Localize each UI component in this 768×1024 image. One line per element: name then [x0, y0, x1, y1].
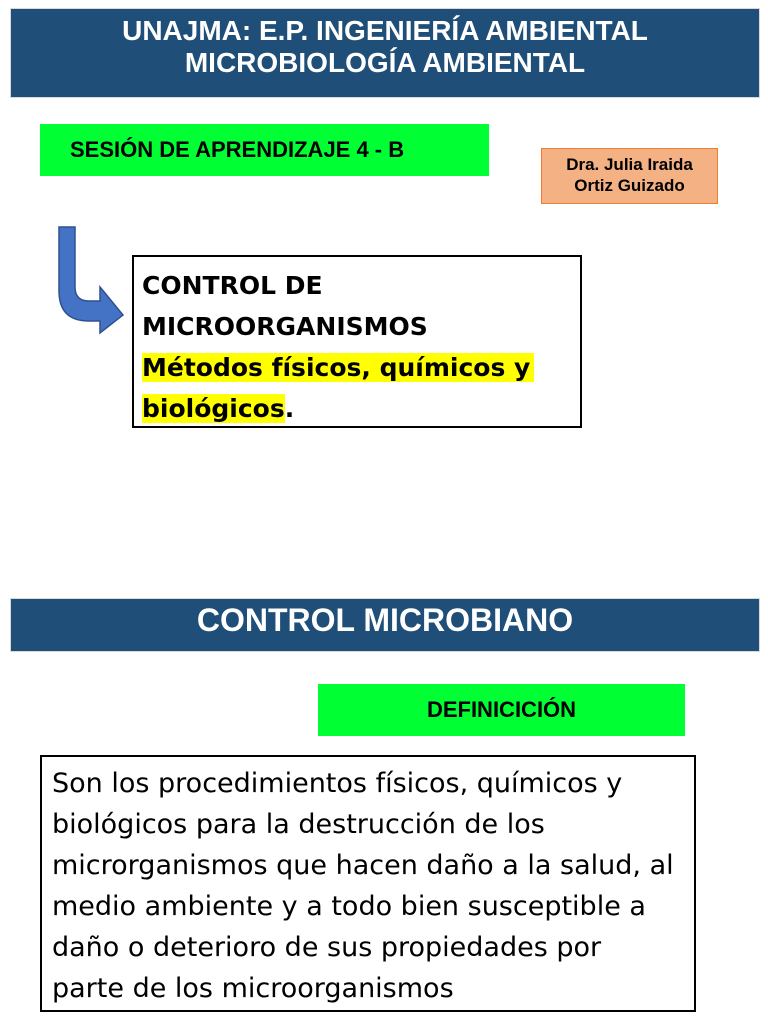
section-banner: [10, 598, 760, 652]
definition-label-text: DEFINICICIÓN: [426, 697, 577, 722]
header-banner: [10, 8, 760, 98]
header-title-line1: UNAJMA: E.P. INGENIERÍA AMBIENTAL: [122, 15, 648, 46]
definition-text-box: [40, 755, 696, 1012]
definition-line: medio ambiente y a todo bien susceptible a: [52, 891, 646, 922]
definition-label: [318, 684, 685, 736]
bent-arrow-icon: [56, 225, 126, 335]
author-line1: Dra. Julia Iraida: [566, 155, 693, 174]
section-title: CONTROL MICROBIANO: [196, 602, 574, 638]
definition-line: Son los procedimientos físicos, químicos y: [52, 768, 623, 799]
author-line2: Ortiz Guizado: [574, 176, 685, 195]
definition-line: biológicos para la destrucción de los: [52, 809, 545, 840]
topic-line1: CONTROL DE: [142, 271, 323, 300]
topic-highlight1: Métodos físicos, químicos y: [142, 353, 534, 382]
session-label: [40, 124, 489, 176]
author-box: [541, 148, 718, 204]
session-label-text: SESIÓN DE APRENDIZAJE 4 - B: [70, 137, 405, 162]
topic-end-punct: .: [284, 394, 295, 423]
definition-line: parte de los microorganismos: [52, 973, 454, 1004]
definition-line: microrganismos que hacen daño a la salud, al: [52, 850, 674, 881]
topic-box: [132, 255, 582, 428]
header-title-line2: MICROBIOLOGÍA AMBIENTAL: [184, 47, 586, 78]
topic-line2: MICROORGANISMOS: [142, 312, 428, 341]
topic-highlight2: biológicos: [142, 394, 285, 423]
definition-line: daño o deterioro de sus propiedades por: [52, 932, 602, 963]
